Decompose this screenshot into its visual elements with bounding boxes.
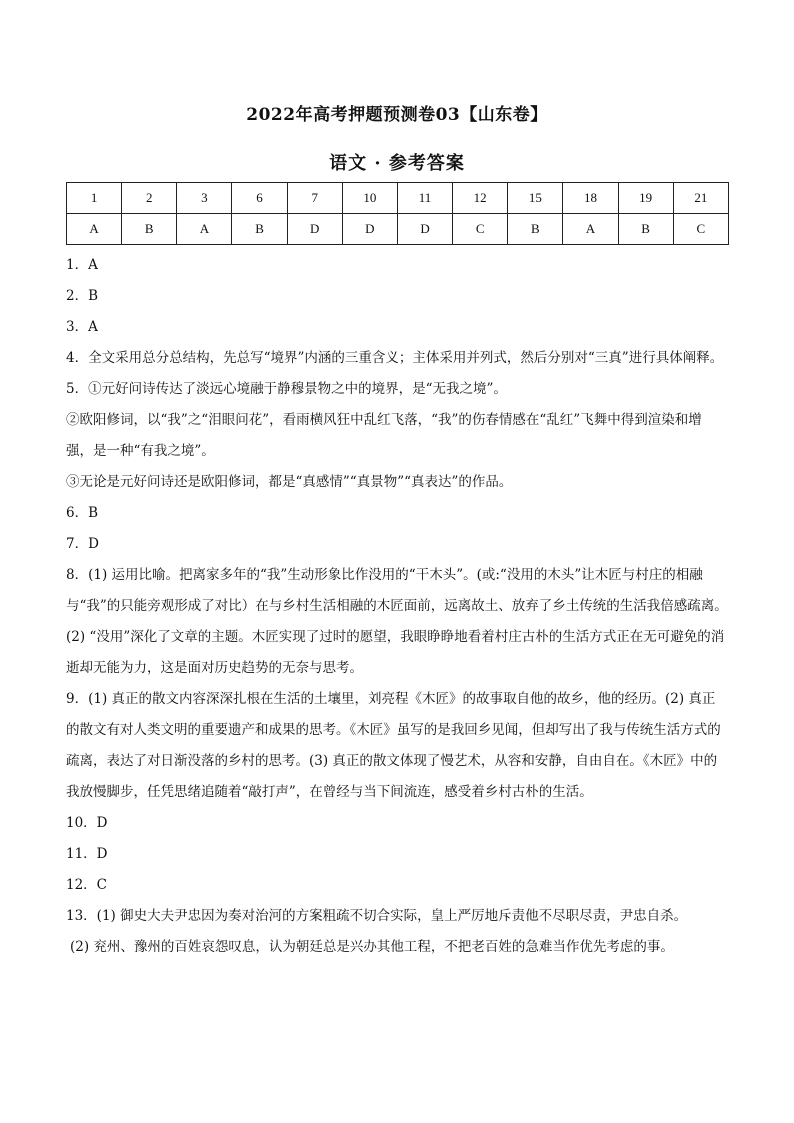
question-number-cell: 12	[453, 183, 508, 214]
answer-line: 7．D	[66, 536, 99, 552]
answer-paragraph: 9．(1) 真正的散文内容深深扎根在生活的土壤里，刘亮程《木匠》的故事取自他的故乡，他的经历。(2) 真正的散文有对人类文明的重要遗产和成果的思考。《木匠》虽写的是我回乡见闻，但却写出了我与传统生活方式的疏离，表达了对日渐没落的乡村的思考。(3) 真正的散文体现了慢艺术，从容和安静，自由自在。《木匠》中的我放慢脚步，任凭思绪追随着“敲打声”，在曾经与当下间流连，感受着乡村古朴的生活。	[66, 691, 721, 800]
question-number-cell: 15	[508, 183, 563, 214]
answer-cell: B	[508, 214, 563, 245]
page-title: 2022年高考押题预测卷03【山东卷】	[246, 105, 548, 125]
answer-paragraph: 8．(1) 运用比喻。把离家多年的“我”生动形象比作没用的“干木头”。(或:“没用的木头”让木匠与村庄的相融与“我”的只能旁观形成了对比）在与乡村生活相融的木匠面前，远离故土、放弃了乡土传统的生活我倍感疏离。(2) “没用”深化了文章的主题。木匠实现了过时的愿望，我眼睁睁地看着村庄古朴的生活方式正在无可避免的消逝却无能为力，这是面对历史趋势的无奈与思考。	[66, 567, 728, 676]
answer-cell: C	[453, 214, 508, 245]
question-number-cell: 18	[563, 183, 618, 214]
answer-table	[66, 182, 729, 245]
answer-cell: D	[342, 214, 397, 245]
question-number-cell: 2	[122, 183, 177, 214]
answer-paragraph: 13．(1) 御史大夫尹忠因为奏对治河的方案粗疏不切合实际，皇上严厉地斥责他不尽职尽责，尹忠自杀。	[66, 908, 688, 924]
question-number-cell: 3	[177, 183, 232, 214]
answer-cell: A	[67, 214, 122, 245]
answer-line: 6．B	[66, 505, 99, 521]
answer-line: 2．B	[66, 288, 99, 304]
answer-row	[67, 214, 729, 245]
question-number-cell: 1	[67, 183, 122, 214]
answer-cell: A	[563, 214, 618, 245]
answer-cell: A	[177, 214, 232, 245]
page-subtitle: 语文 · 参考答案	[329, 153, 465, 174]
answer-paragraph: (2) 兖州、豫州的百姓哀怨叹息，认为朝廷总是兴办其他工程，不把老百姓的急难当作优先考虑的事。	[70, 939, 674, 955]
question-number-cell: 10	[342, 183, 397, 214]
answer-cell: B	[122, 214, 177, 245]
answer-cell: D	[397, 214, 452, 245]
question-number-cell: 7	[287, 183, 342, 214]
answer-body	[66, 250, 728, 963]
answer-line: 3．A	[66, 319, 98, 335]
answer-paragraph: 5．①元好问诗传达了淡远心境融于静穆景物之中的境界，是“无我之境”。	[66, 381, 507, 397]
question-number-cell: 6	[232, 183, 287, 214]
answer-line: 1．A	[66, 257, 98, 273]
answer-paragraph: ②欧阳修词，以“我”之“泪眼问花”，看雨横风狂中乱红飞落，“我”的伤春情感在“乱红”飞舞中得到渲染和增强，是一种“有我之境”。	[66, 412, 702, 459]
answer-cell: B	[232, 214, 287, 245]
answer-cell: C	[673, 214, 728, 245]
question-number-cell: 21	[673, 183, 728, 214]
answer-paragraph: ③无论是元好问诗还是欧阳修词，都是“真感情”“真景物”“真表达”的作品。	[66, 474, 513, 490]
answer-cell: B	[618, 214, 673, 245]
answer-line: 10．D	[66, 815, 108, 831]
answer-line: 12．C	[66, 877, 108, 893]
answer-paragraph: 4．全文采用总分总结构，先总写“境界”内涵的三重含义；主体采用并列式，然后分别对“三真”进行具体阐释。	[66, 350, 724, 366]
question-number-row	[67, 183, 729, 214]
answer-line: 11．D	[66, 846, 108, 862]
answer-cell: D	[287, 214, 342, 245]
question-number-cell: 19	[618, 183, 673, 214]
question-number-cell: 11	[397, 183, 452, 214]
